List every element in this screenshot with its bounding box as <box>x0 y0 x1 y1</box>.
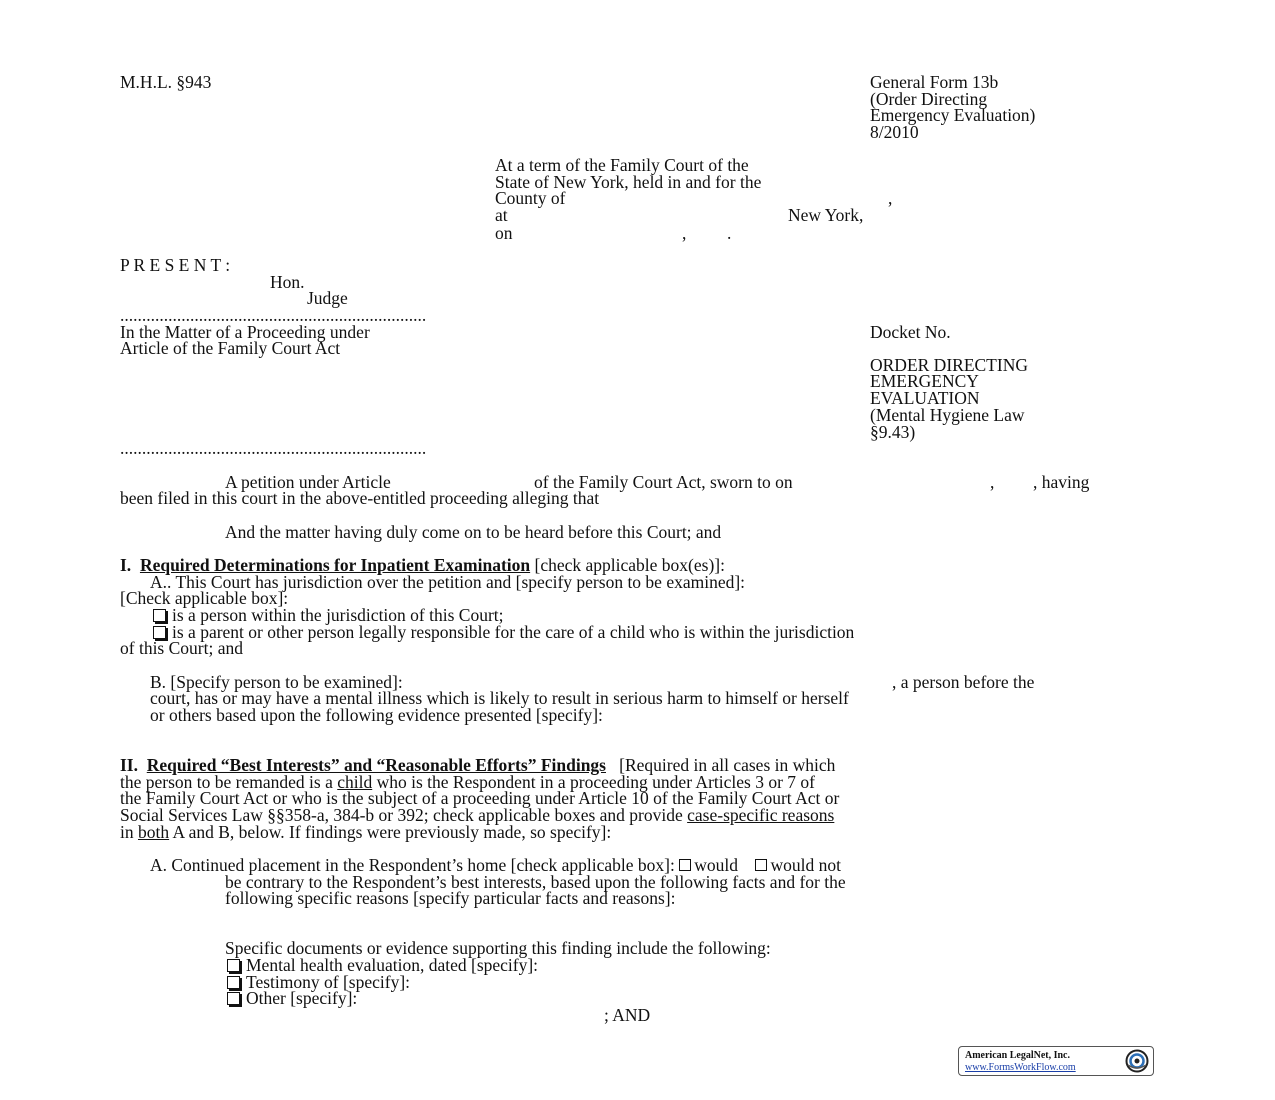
present-label: P R E S E N T : <box>120 255 231 275</box>
order-title-4: (Mental Hygiene Law <box>870 405 1025 425</box>
petition-text-b: of the Family Court Act, sworn to on <box>534 472 793 492</box>
section-2-line-2b: who is the Respondent in a proceeding under Articles 3 or 7 of <box>372 772 815 792</box>
section-1-a: A.. This Court has jurisdiction over the petition and [specify person to be examined]: <box>150 572 746 592</box>
section-2-line-3: the Family Court Act or who is the subject of a proceeding under Article 10 of the Family Court Act or <box>120 788 840 808</box>
documents-intro: Specific documents or evidence supporting this finding include the following: <box>225 938 771 958</box>
would-label: would <box>694 855 738 875</box>
order-title-5: §9.43) <box>870 422 916 442</box>
section-2-note: [Required in all cases in which <box>619 755 836 775</box>
section-2-title: Required “Best Interests” and “Reasonable Efforts” Findings <box>146 755 606 775</box>
term-at: at <box>495 205 508 225</box>
would-not-checkbox-icon[interactable] <box>755 859 767 871</box>
form-date: 8/2010 <box>870 122 919 142</box>
form-id-line-2: (Order Directing <box>870 89 988 109</box>
section-2-child: child <box>337 772 373 792</box>
document-1-label: Mental health evaluation, dated [specify]: <box>246 955 539 975</box>
order-title-3: EVALUATION <box>870 388 980 408</box>
term-county: County of <box>495 188 566 208</box>
matter-line-1: In the Matter of a Proceeding under <box>120 322 370 342</box>
section-1-option-2 <box>153 624 854 641</box>
caption-divider-top: ...................................................................... <box>120 305 427 325</box>
section-2-case-specific: case-specific reasons <box>687 805 835 825</box>
term-line-2: State of New York, held in and for the <box>495 172 762 192</box>
company-name: American LegalNet, Inc. <box>965 1050 1070 1061</box>
order-title-1: ORDER DIRECTING <box>870 355 1028 375</box>
company-url[interactable]: www.FormsWorkFlow.com <box>965 1062 1076 1073</box>
section-2-both: both <box>138 822 170 842</box>
americanlegalnet-logo <box>958 1046 1154 1076</box>
petition-comma: , <box>990 472 995 492</box>
would-checkbox-icon[interactable] <box>679 859 691 871</box>
matter-line-2: Article of the Family Court Act <box>120 338 341 358</box>
document-2-label: Testimony of [specify]: <box>246 972 411 992</box>
section-1-note: [check applicable box(es)]: <box>530 555 725 575</box>
section-1-title: Required Determinations for Inpatient Examination <box>139 555 531 575</box>
section-2-number: II. <box>120 755 138 775</box>
section-2-line-5 <box>120 824 611 841</box>
form-id-line-1: General Form 13b <box>870 72 999 92</box>
petition-text-a: A petition under Article <box>225 472 391 492</box>
term-on-comma: , <box>682 223 687 243</box>
matter-heard: And the matter having duly come on to be heard before this Court; and <box>225 522 722 542</box>
globe-logo-icon <box>1125 1049 1149 1073</box>
term-new-york: New York, <box>788 205 864 225</box>
section-1-b-line-2: court, has or may have a mental illness which is likely to result in serious harm to himself or herself <box>150 688 849 708</box>
form-id-line-3: Emergency Evaluation) <box>870 105 1036 125</box>
document-option-3 <box>227 990 357 1007</box>
section-2-a-line-2: be contrary to the Respondent’s best interests, based upon the following facts and for the <box>225 872 846 892</box>
section-1-b-line-1b: , a person before the <box>892 672 1035 692</box>
term-on-period: . <box>727 223 732 243</box>
would-not-label: would not <box>770 855 841 875</box>
term-county-comma: , <box>888 188 893 208</box>
section-2-a-line-3: following specific reasons [specify particular facts and reasons]: <box>225 888 676 908</box>
and-connector: ; AND <box>604 1005 651 1025</box>
statute-citation: M.H.L. §943 <box>120 72 212 92</box>
petition-text-c: , having <box>1033 472 1090 492</box>
present-judge: Judge <box>307 288 348 308</box>
section-2-line-5a: in <box>120 822 138 842</box>
section-2-a-text: A. Continued placement in the Respondent’s home [check applicable box]: <box>150 855 675 875</box>
docket-label: Docket No. <box>870 322 951 342</box>
caption-divider-bottom: ...................................................................... <box>120 438 427 458</box>
section-1-b-line-3: or others based upon the following evidence presented [specify]: <box>150 705 603 725</box>
checkbox-icon[interactable] <box>227 992 240 1005</box>
section-2-line-2a: the person to be remanded is a <box>120 772 338 792</box>
option-2-label: is a parent or other person legally responsible for the care of a child who is within the jurisdiction <box>172 622 855 642</box>
checkbox-icon[interactable] <box>227 976 240 989</box>
section-2-line-5b: A and B, below. If findings were previously made, so specify]: <box>169 822 612 842</box>
term-on: on <box>495 223 513 243</box>
document-3-label: Other [specify]: <box>246 988 358 1008</box>
checkbox-icon[interactable] <box>227 959 240 972</box>
section-1-option-2-cont: of this Court; and <box>120 638 243 658</box>
section-1-check-note: [Check applicable box]: <box>120 588 289 608</box>
section-1-number: I. <box>120 555 132 575</box>
order-title-2: EMERGENCY <box>870 371 979 391</box>
section-1-b-line-1a: B. [Specify person to be examined]: <box>150 672 403 692</box>
term-line-1: At a term of the Family Court of the <box>495 155 749 175</box>
present-hon: Hon. <box>270 272 305 292</box>
petition-line-2: been filed in this court in the above-entitled proceeding alleging that <box>120 488 600 508</box>
option-1-label: is a person within the jurisdiction of this Court; <box>172 605 504 625</box>
section-2-line-4a: Social Services Law §§358-a, 384-b or 392; check applicable boxes and provide <box>120 805 688 825</box>
checkbox-icon[interactable] <box>153 609 166 622</box>
